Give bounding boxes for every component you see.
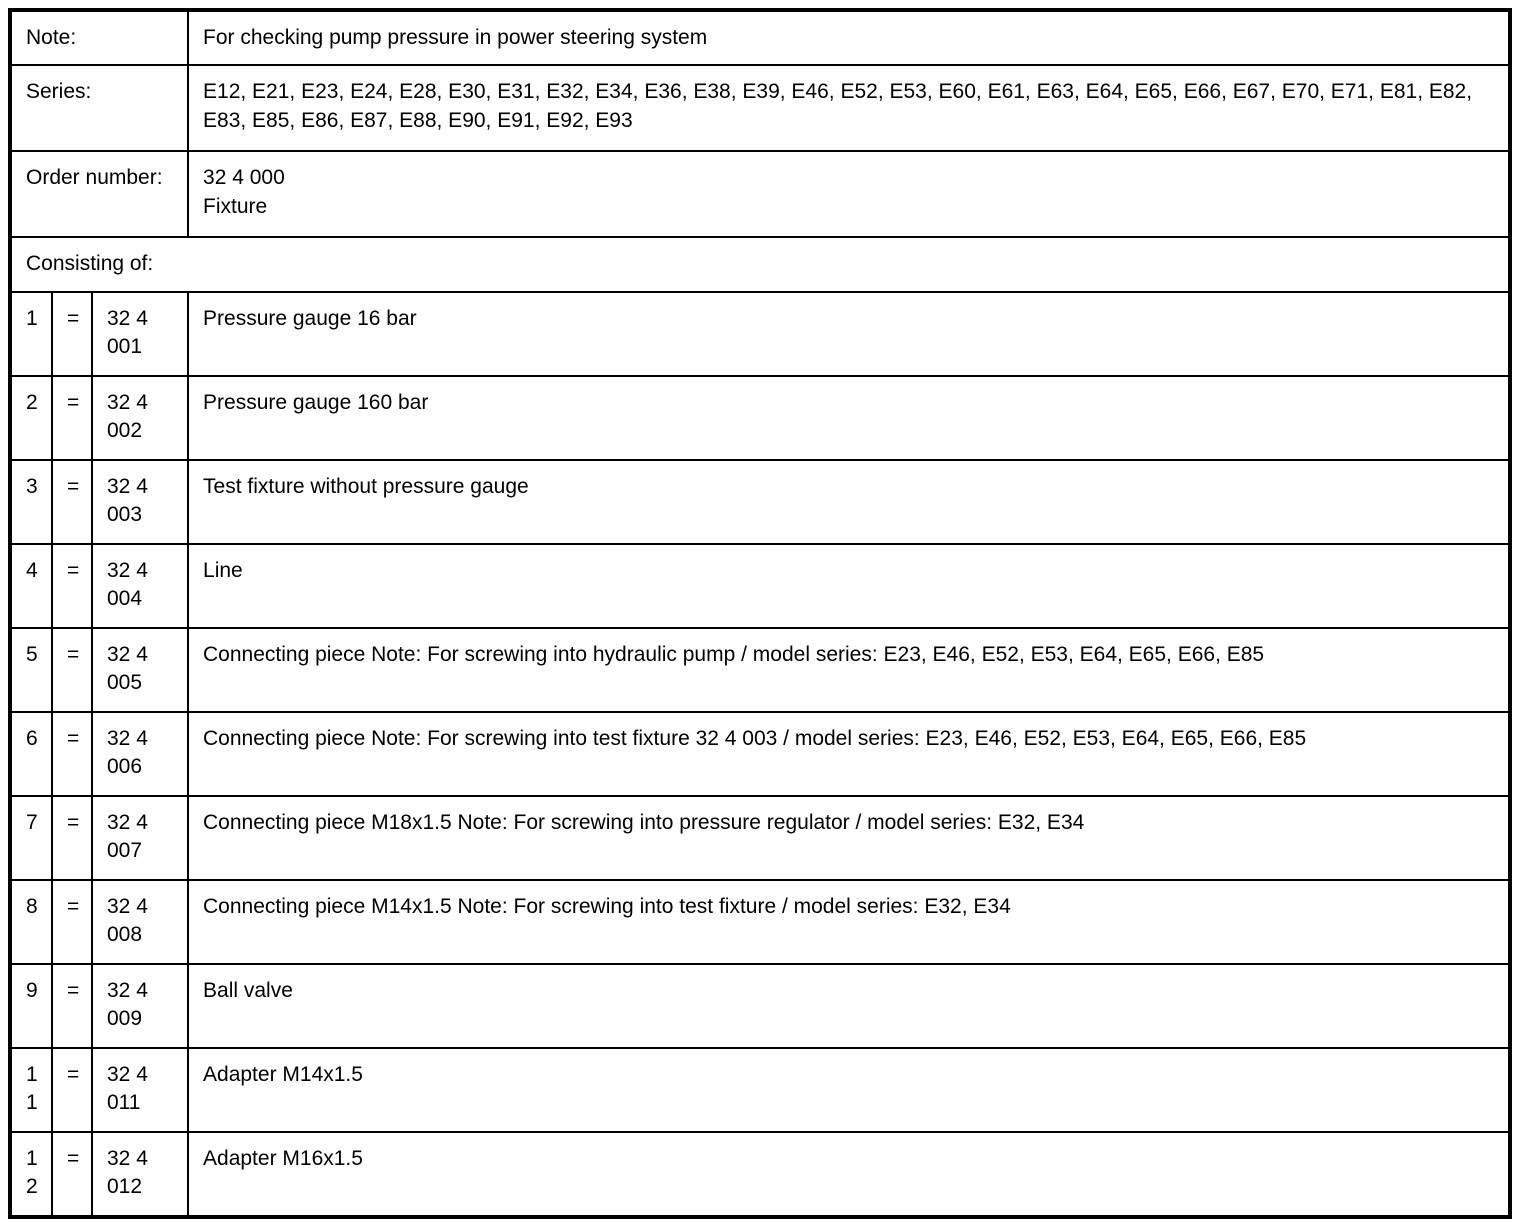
consisting-of-row: [10, 237, 1510, 291]
part-number: 32 4 003: [92, 460, 188, 544]
part-index: 2: [10, 376, 52, 460]
order-number: 32 4 000: [203, 166, 285, 190]
part-index: 11: [10, 1048, 52, 1132]
part-description: Adapter M16x1.5: [188, 1132, 1510, 1217]
part-index: 9: [10, 964, 52, 1048]
part-number: 32 4 002: [92, 376, 188, 460]
equals-sign: =: [52, 1132, 92, 1217]
part-index: 6: [10, 712, 52, 796]
equals-sign: =: [52, 1048, 92, 1132]
part-row-12: [10, 1132, 1510, 1217]
part-index: 12: [10, 1132, 52, 1217]
part-number: 32 4 001: [92, 292, 188, 376]
part-description: Connecting piece Note: For screwing into test fixture 32 4 003 / model series: E23, E46, E52, E53, E64, E65, E66, E85: [188, 712, 1510, 796]
equals-sign: =: [52, 376, 92, 460]
note-label: Note:: [10, 10, 188, 65]
part-row-2: [10, 376, 1510, 460]
part-description: Pressure gauge 16 bar: [188, 292, 1510, 376]
order-number-value: [188, 151, 1510, 237]
part-row-3: [10, 460, 1510, 544]
part-index: 3: [10, 460, 52, 544]
order-number-row: [10, 151, 1510, 237]
part-description: Adapter M14x1.5: [188, 1048, 1510, 1132]
part-number: 32 4 011: [92, 1048, 188, 1132]
consisting-of-label: Consisting of:: [10, 237, 1510, 291]
equals-sign: =: [52, 880, 92, 964]
note-value: For checking pump pressure in power steering system: [188, 10, 1510, 65]
part-row-6: [10, 712, 1510, 796]
part-number: 32 4 004: [92, 544, 188, 628]
part-number: 32 4 012: [92, 1132, 188, 1217]
equals-sign: =: [52, 292, 92, 376]
part-index: 4: [10, 544, 52, 628]
part-row-1: [10, 292, 1510, 376]
part-number: 32 4 005: [92, 628, 188, 712]
part-description: Pressure gauge 160 bar: [188, 376, 1510, 460]
part-row-4: [10, 544, 1510, 628]
part-index: 8: [10, 880, 52, 964]
part-index: 1: [10, 292, 52, 376]
equals-sign: =: [52, 712, 92, 796]
part-row-9: [10, 964, 1510, 1048]
part-description: Connecting piece Note: For screwing into hydraulic pump / model series: E23, E46, E52, E53, E64, E65, E66, E85: [188, 628, 1510, 712]
equals-sign: =: [52, 964, 92, 1048]
part-description: Test fixture without pressure gauge: [188, 460, 1510, 544]
equals-sign: =: [52, 460, 92, 544]
series-label: Series:: [10, 65, 188, 151]
part-description: Ball valve: [188, 964, 1510, 1048]
part-number: 32 4 008: [92, 880, 188, 964]
order-number-label: Order number:: [10, 151, 188, 237]
equals-sign: =: [52, 628, 92, 712]
series-row: [10, 65, 1510, 151]
part-row-11: [10, 1048, 1510, 1132]
part-description: Connecting piece M18x1.5 Note: For screwing into pressure regulator / model series: E32, E34: [188, 796, 1510, 880]
part-number: 32 4 009: [92, 964, 188, 1048]
part-description: Connecting piece M14x1.5 Note: For screwing into test fixture / model series: E32, E34: [188, 880, 1510, 964]
part-number: 32 4 006: [92, 712, 188, 796]
part-number: 32 4 007: [92, 796, 188, 880]
series-value: E12, E21, E23, E24, E28, E30, E31, E32, E34, E36, E38, E39, E46, E52, E53, E60, E61, E63, E64, E65, E66, E67, E70, E71, E81, E82, E83, E85, E86, E87, E88, E90, E91, E92, E93: [188, 65, 1510, 151]
order-name: Fixture: [203, 194, 268, 218]
part-row-8: [10, 880, 1510, 964]
equals-sign: =: [52, 544, 92, 628]
tool-spec-table: [8, 8, 1512, 1219]
spec-table-body: [10, 10, 1510, 1217]
note-row: [10, 10, 1510, 65]
part-index: 7: [10, 796, 52, 880]
part-description: Line: [188, 544, 1510, 628]
part-index: 5: [10, 628, 52, 712]
part-row-7: [10, 796, 1510, 880]
part-row-5: [10, 628, 1510, 712]
equals-sign: =: [52, 796, 92, 880]
